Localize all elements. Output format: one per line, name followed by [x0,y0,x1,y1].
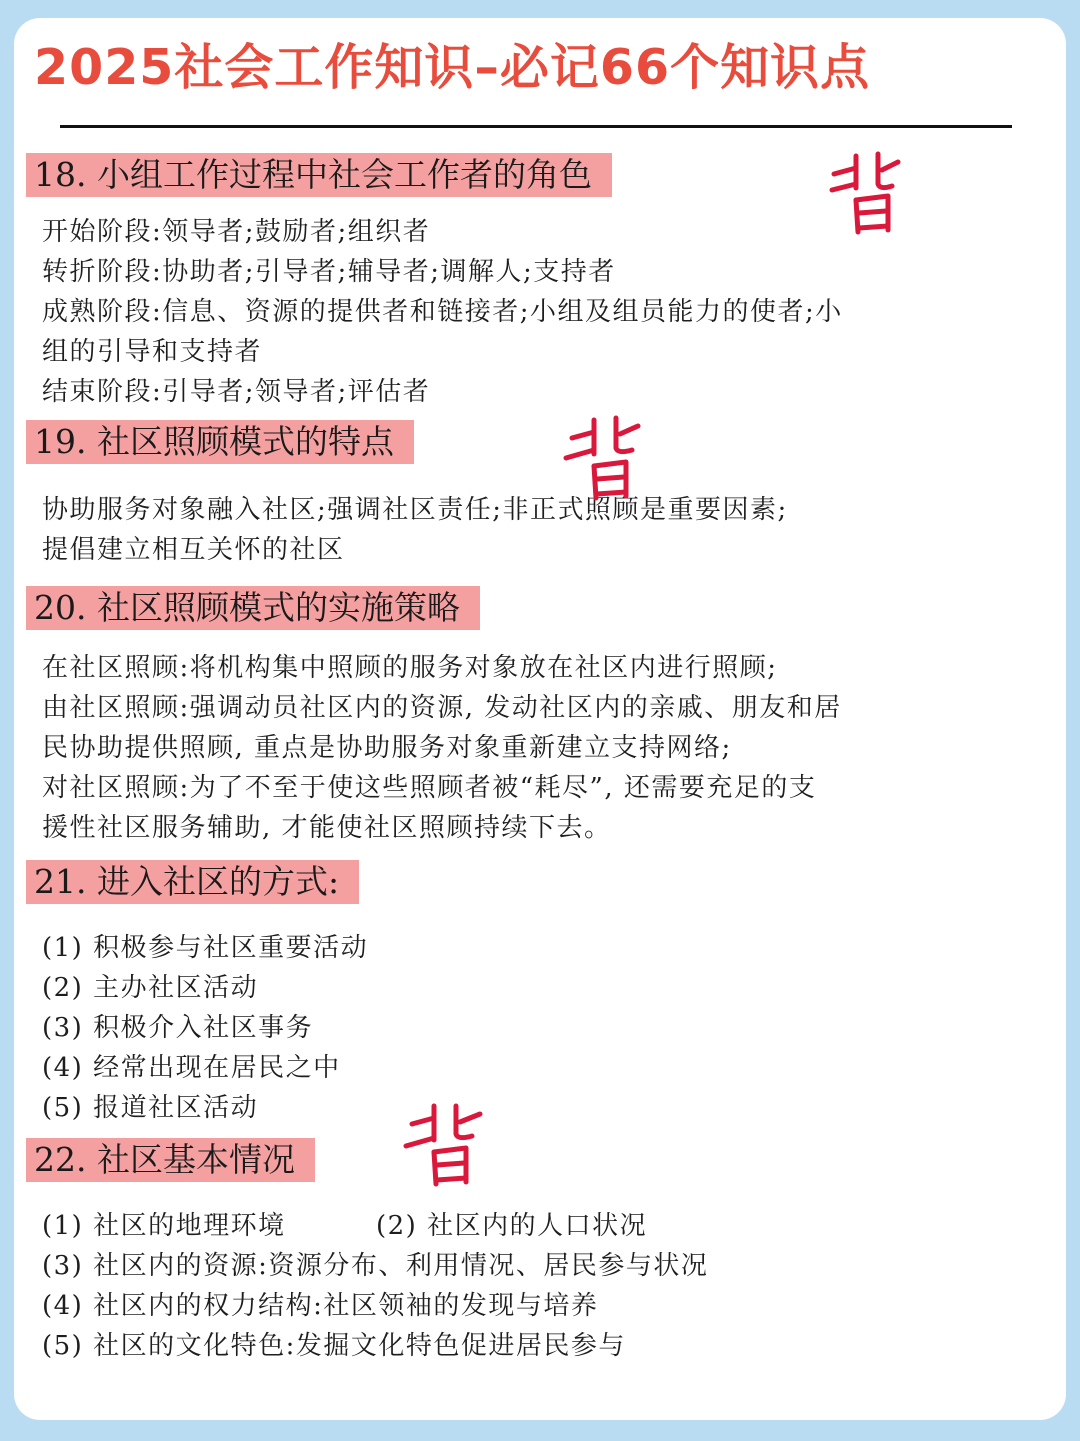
list-item: 在社区照顾:将机构集中照顾的服务对象放在社区内进行照顾; [42,653,778,683]
section-19-heading: 19. 社区照顾模式的特点 [26,420,414,464]
section-21-content [42,928,368,1128]
list-item-part: (2) 社区内的人口状况 [376,1211,648,1241]
list-item: 对社区照顾:为了不至于使这些照顾者被“耗尽”, 还需要充足的支 [42,773,817,803]
list-item: (3) 积极介入社区事务 [42,1013,314,1043]
list-item-part: (1) 社区的地理环境 [42,1211,286,1241]
section-18-heading: 18. 小组工作过程中社会工作者的角色 [26,153,612,197]
list-item: 援性社区服务辅助, 才能使社区照顾持续下去。 [42,813,612,843]
list-item: 提倡建立相互关怀的社区 [42,535,345,565]
list-item: 协助服务对象融入社区;强调社区责任;非正式照顾是重要因素; [42,495,788,525]
handwritten-bei-drawing [562,412,652,502]
list-item [42,1206,708,1246]
page-title: 2025社会工作知识–必记66个知识点 [34,39,871,96]
list-item: 由社区照顾:强调动员社区内的资源, 发动社区内的亲戚、朋友和居 [42,693,842,723]
handwritten-bei-drawing [402,1098,492,1188]
section-20-content [42,648,842,848]
list-item: 转折阶段:协助者;引导者;辅导者;调解人;支持者 [42,257,616,287]
list-item: 开始阶段:领导者;鼓励者;组织者 [42,217,431,247]
section-21-heading: 21. 进入社区的方式: [26,860,359,904]
list-item: (1) 积极参与社区重要活动 [42,933,369,963]
list-item: (5) 报道社区活动 [42,1093,259,1123]
list-item: 结束阶段:引导者;领导者;评估者 [42,377,431,407]
handwritten-bei-mark [826,148,916,238]
handwritten-bei-mark [402,1098,492,1188]
list-item: 组的引导和支持者 [42,337,263,367]
list-item: (4) 社区内的权力结构:社区领袖的发现与培养 [42,1291,599,1321]
handwritten-bei-mark [562,412,652,502]
list-item: (2) 主办社区活动 [42,973,259,1003]
list-item: (3) 社区内的资源:资源分布、利用情况、居民参与状况 [42,1251,709,1281]
list-item: (4) 经常出现在居民之中 [42,1053,341,1083]
section-22-content [42,1206,708,1366]
handwritten-bei-drawing [826,148,916,238]
section-19-content [42,490,788,570]
section-18-content [42,212,843,412]
list-item: 民协助提供照顾, 重点是协助服务对象重新建立支持网络; [42,733,732,763]
section-20-heading: 20. 社区照顾模式的实施策略 [26,586,480,630]
section-22-heading: 22. 社区基本情况 [26,1138,315,1182]
title-divider [60,125,1012,128]
list-item: 成熟阶段:信息、资源的提供者和链接者;小组及组员能力的使者;小 [42,297,843,327]
list-item: (5) 社区的文化特色:发掘文化特色促进居民参与 [42,1331,626,1361]
